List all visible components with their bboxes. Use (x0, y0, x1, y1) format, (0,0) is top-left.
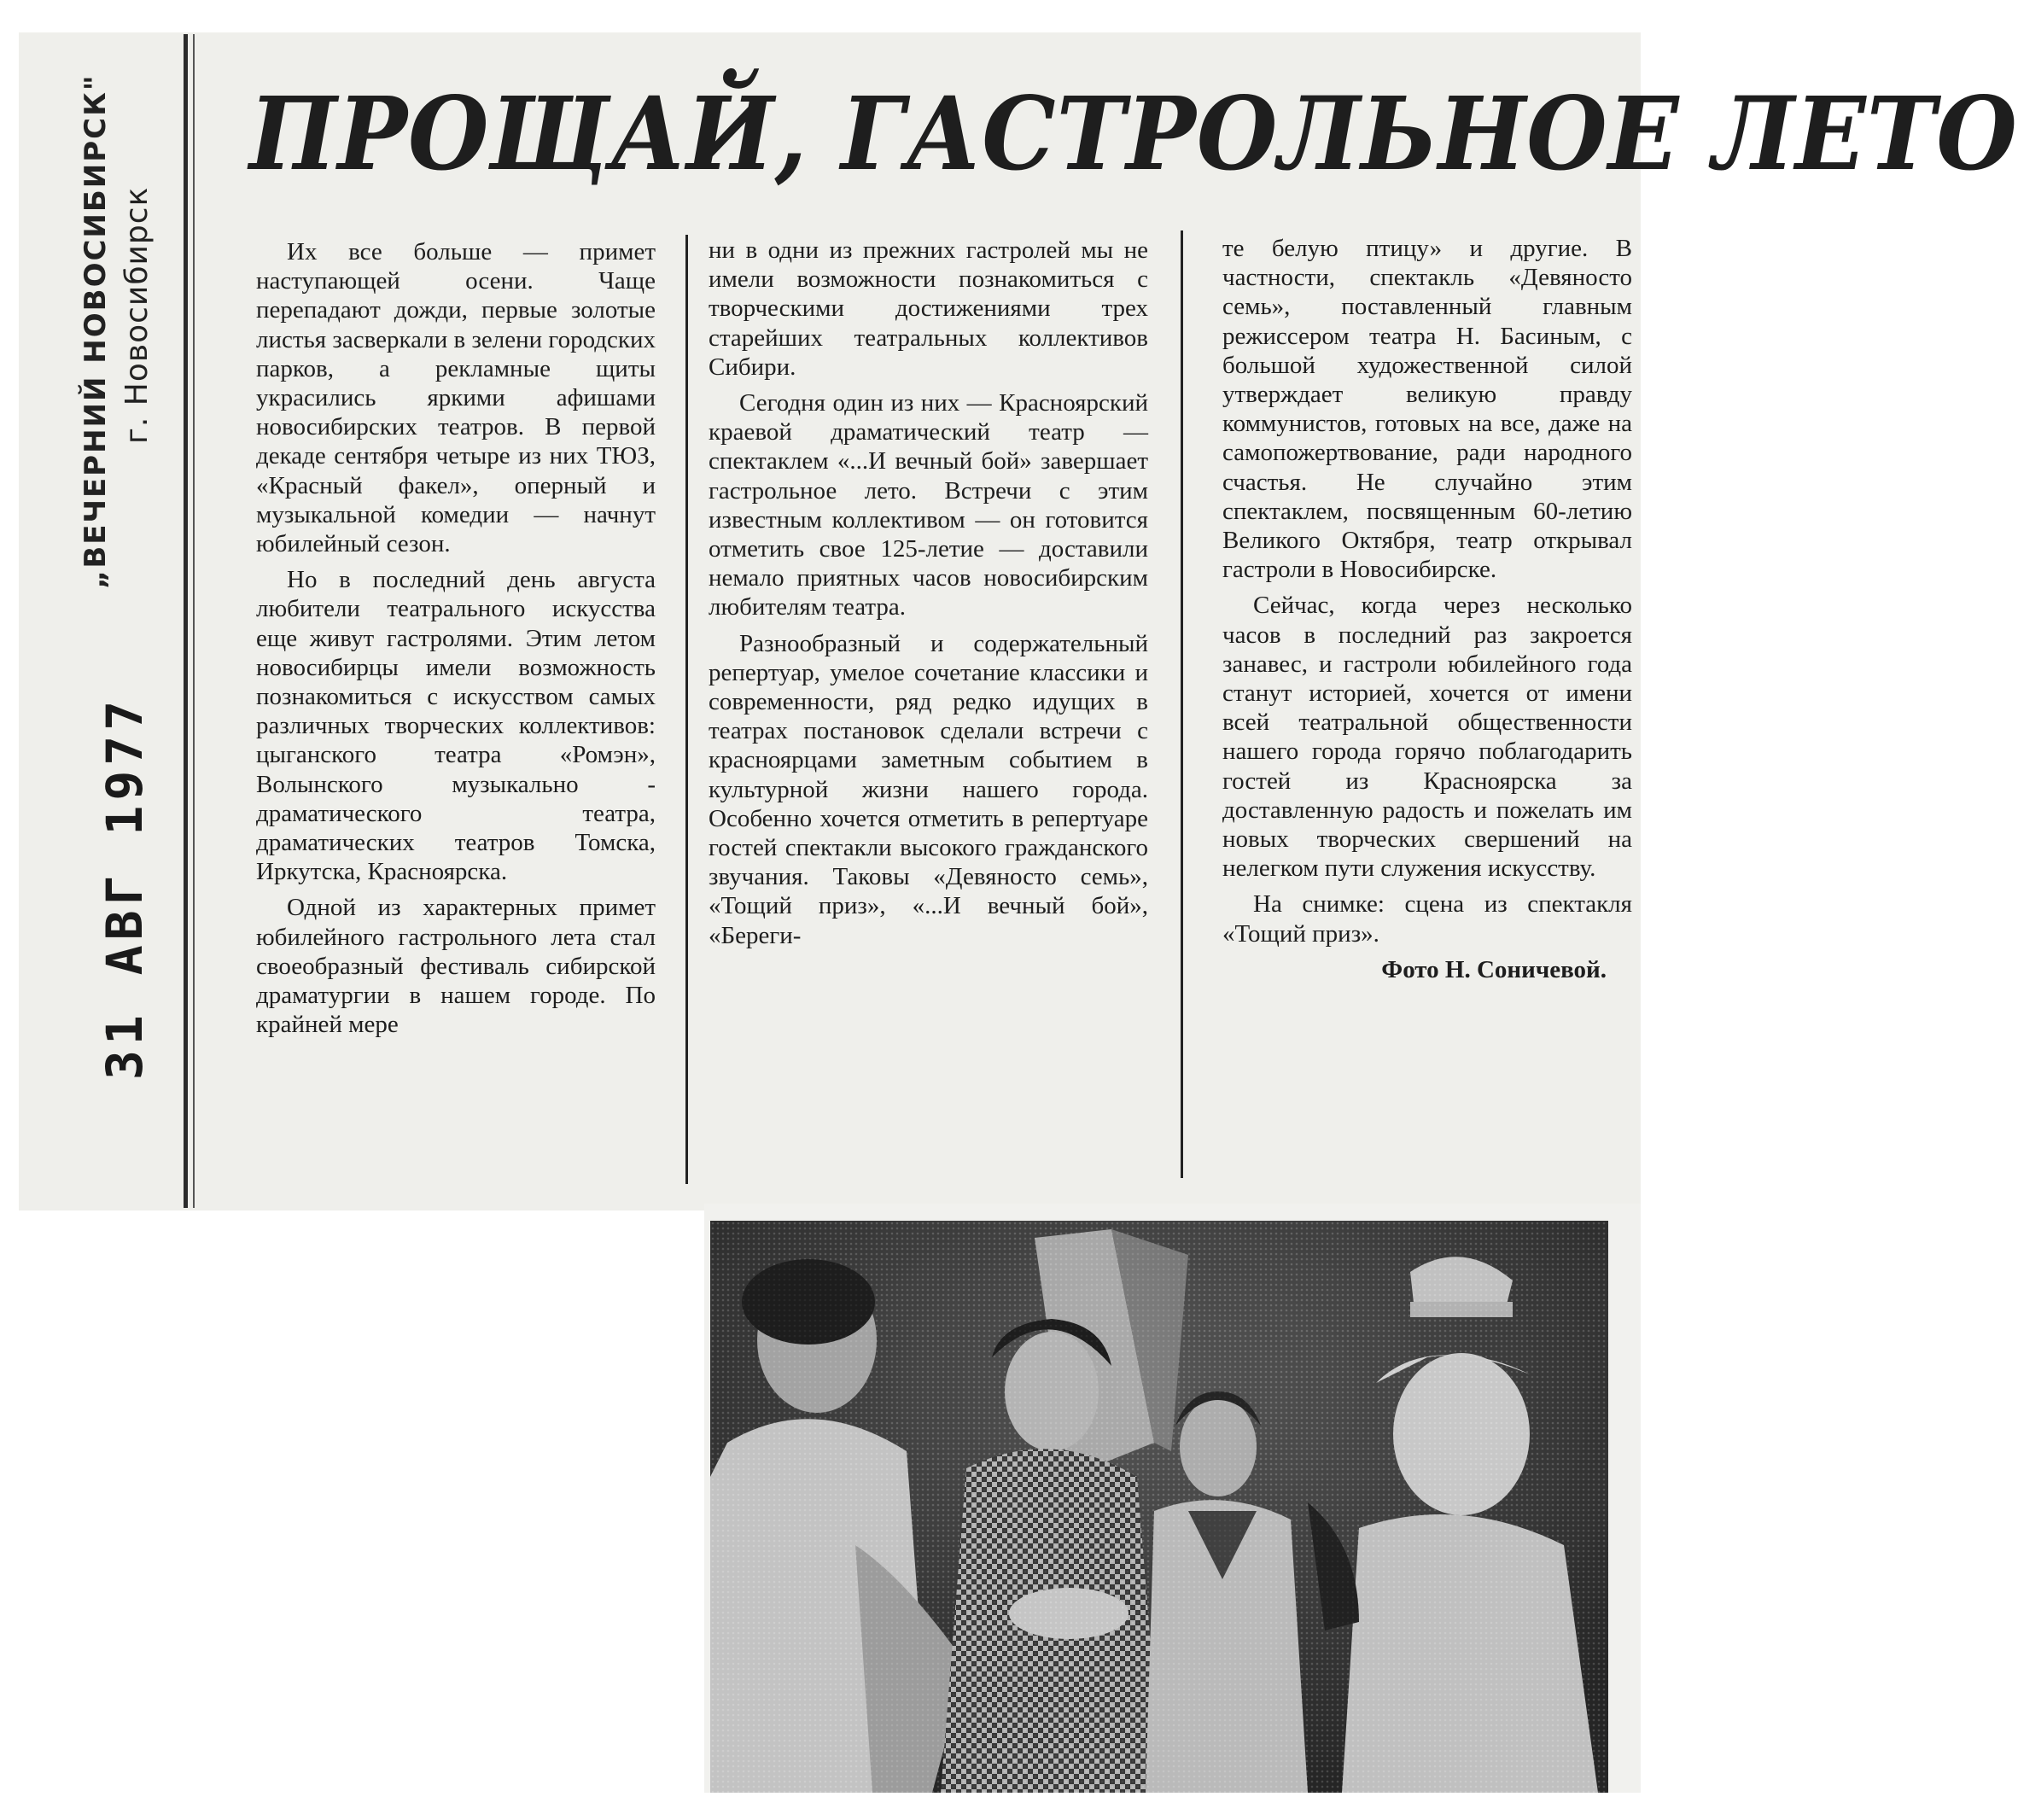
clipping-edge-rule-inner (193, 34, 195, 1208)
photo-caption: На снимке: сцена из спектакля «Тощий приз». (1222, 890, 1632, 948)
paragraph: Их все больше — примет наступающей осени. Чаще перепадают дожди, первые золотые листья засверкали в зелени городских парков, а рекламные щиты украсились яркими афишами новосибирских театров. В первой декаде сентября четыре из них ТЮЗ, «Красный факел», оперный и музыкальной комедии — начнут юбилейный сезон. (256, 238, 656, 558)
article-headline: ПРОЩАЙ, ГАСТРОЛЬНОЕ ЛЕТО (249, 74, 2018, 193)
paragraph: Но в последний день августа любители театрального искусства еще живут гастролями. Этим летом новосибирцы имели возможность познакомиться с искусством самых различных творческих коллективов: цыганского театра «Ромэн», Волынского музыкально - драматического театра, драматических театров Томска, Иркутска, Красноярска. (256, 566, 656, 886)
stage-scene-image (710, 1221, 1608, 1793)
date-stamp: 31 АВГ 1977 (96, 695, 154, 1080)
paragraph: Сейчас, когда через несколько часов в последний раз закроется занавес, и гастроли юбилейного года станут историей, хочется от имени всей театральной общественности нашего города горячо поблагодарить гостей из Красноярска за доставленную радость и пожелать им новых творческих свершений на нелегком пути служения искусству. (1222, 592, 1632, 883)
paragraph: ни в одни из прежних гастролей мы не имели возможности познакомиться с творческими достижениями трех старейших театральных коллективов Сибири. (709, 236, 1148, 381)
column-divider (685, 235, 688, 1184)
photo-credit: Фото Н. Соничевой. (1381, 955, 1607, 983)
newspaper-city: г. Новосибирск (120, 186, 155, 444)
paragraph: Одной из характерных примет юбилейного гастрольного лета стал своеобразный фестиваль сибирской драматургии в нашем городе. По крайней мере (256, 894, 656, 1039)
article-column-3 (1222, 234, 1632, 984)
paragraph: Сегодня один из них — Красноярский краевой драматический театр — спектаклем «...И вечный бой» завершает гастрольное лето. Встречи с этим известным коллективом — он готовится отметить свое 125-летие — доставили немало приятных часов новосибирским любителям театра. (709, 389, 1148, 621)
clipping-edge-rule (184, 34, 188, 1208)
stage-photo (710, 1221, 1608, 1793)
column-divider (1181, 230, 1183, 1178)
article-column-2 (709, 236, 1148, 957)
article-column-1 (256, 237, 656, 1046)
newspaper-name: „ВЕЧЕРНИЙ НОВОСИБИРСК" (79, 73, 113, 589)
paragraph: Разнообразный и содержательный репертуар, умелое сочетание классики и современности, ряд редко идущих в театрах постановок сделали встречи с красноярцами заметным событием в культурной жизни нашего города. Особенно хочется отметить в репертуаре гостей спектакли высокого гражданского звучания. Таковы «Девяносто семь», «Тощий приз», «...И вечный бой», «Береги- (709, 629, 1148, 949)
paragraph: те белую птицу» и другие. В частности, спектакль «Девяносто семь», поставленный главным режиссером театра Н. Басиным, с большой художественной силой утверждает великую правду коммунистов, готовых на все, даже на самопожертвование, ради народного счастья. Не случайно этим спектаклем, посвященным 60-летию Великого Октября, театр открывал гастроли в Новосибирске. (1222, 235, 1632, 584)
